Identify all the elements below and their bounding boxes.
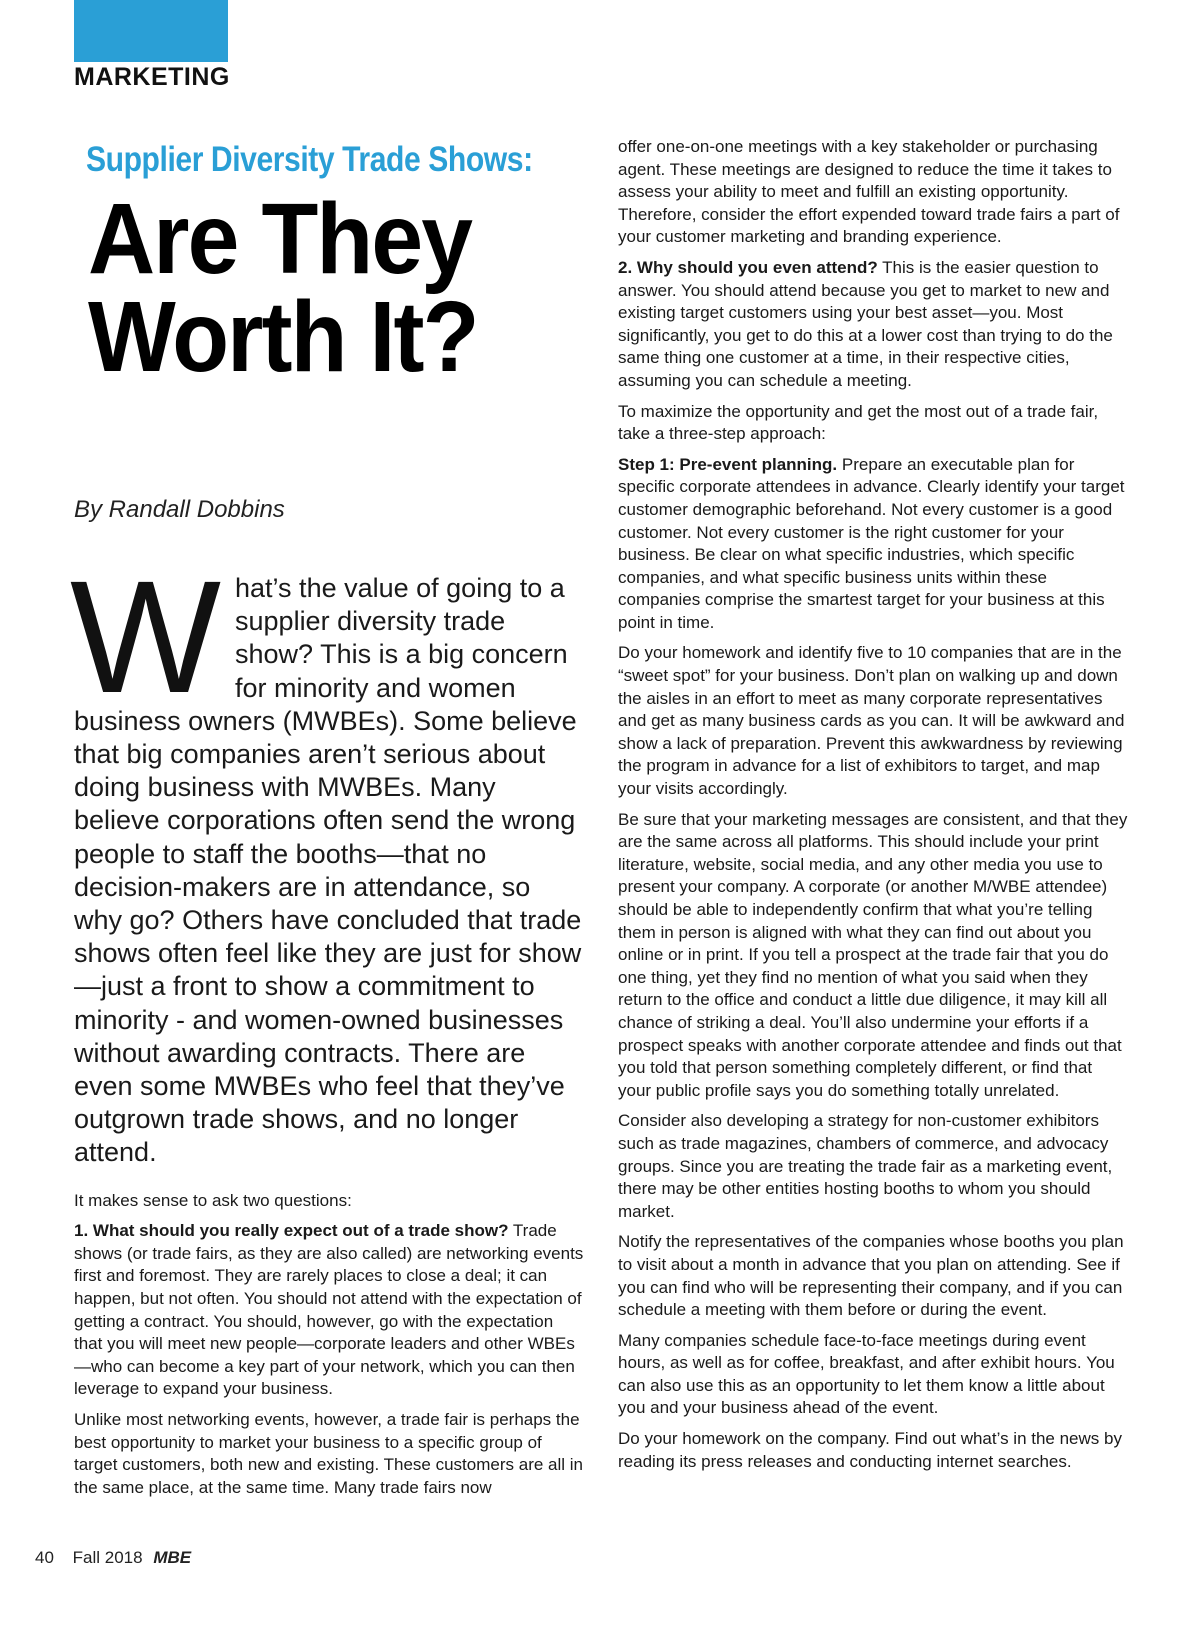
- page-footer: [35, 1548, 191, 1568]
- left-column: [70, 136, 584, 1507]
- paragraph-text: Many companies schedule face-to-face meetings during event hours, as well as for coffee, breakfast, and after exhibit hours. You can also use this as an opportunity to let them know a little about you and your business ahead of the event.: [618, 1330, 1115, 1418]
- run-in-heading: 1. What should you really expect out of a trade show?: [74, 1221, 509, 1241]
- left-body: [74, 1190, 584, 1500]
- paragraph-text: Do your homework on the company. Find out what’s in the news by reading its press releases and conducting internet searches.: [618, 1429, 1122, 1471]
- paragraph-text: It makes sense to ask two questions:: [74, 1190, 352, 1210]
- body-paragraph: [618, 1330, 1128, 1420]
- body-paragraph: [618, 1428, 1128, 1473]
- body-paragraph: [74, 1409, 584, 1499]
- body-paragraph: [618, 136, 1128, 249]
- lede-text: hat’s the value of going to a supplier diversity trade show? This is a big concern for minority and women business owners (MWBEs). Some believe that big companies aren’t serious about doing business with MWBEs. Many believe corporations often send the wrong people to staff the booths—that no decision-makers are in attendance, so why go? Others have concluded that trade shows often feel like they are just for show—just a front to show a commitment to minority - and women-owned businesses without awarding contracts. There are even some MWBEs who feel that they’ve outgrown trade shows, and no longer attend.: [74, 573, 582, 1168]
- paragraph-text: Be sure that your marketing messages are consistent, and that they are the same across all platforms. This should include your print literature, website, social media, and any other media you use to present your company. A corporate (or another M/WBE attendee) should be able to independently confirm that what you’re telling them in person is aligned with what they can find out about you online or in print. If you tell a prospect at the trade fair that you do one thing, yet they find no mention of what you said when they return to the office and conduct a little due diligence, it may kill all chance of striking a deal. You’ll also undermine your efforts if a prospect speaks with another corporate attendee and finds out that you told that person something completely different, or find that your public profile says you do something totally unrelated.: [618, 809, 1128, 1100]
- run-in-heading: Step 1: Pre-event planning.: [618, 454, 838, 474]
- headline-line-1: Are They: [88, 183, 472, 295]
- paragraph-text: Unlike most networking events, however, a trade fair is perhaps the best opportunity to market your business to a specific group of target customers, both new and existing. These customers are all in the same place, at the same time. Many trade fairs now: [74, 1410, 583, 1497]
- right-column: [618, 136, 1128, 1481]
- lede-paragraph: [70, 547, 584, 1170]
- paragraph-text: Consider also developing a strategy for non-customer exhibitors such as trade magazines, chambers of commerce, and advocacy groups. Since you are treating the trade fair as a marketing event, there may be other entities hosting booths to whom you should market.: [618, 1111, 1113, 1221]
- issue-date: Fall 2018: [72, 1548, 143, 1567]
- body-paragraph: [618, 1110, 1128, 1223]
- body-paragraph: [74, 1190, 584, 1213]
- byline: By Randall Dobbins: [74, 496, 285, 523]
- paragraph-text: To maximize the opportunity and get the most out of a trade fair, take a three-step approach:: [618, 401, 1099, 444]
- body-paragraph: [74, 1220, 584, 1401]
- body-paragraph: [618, 401, 1128, 446]
- paragraph-text: offer one-on-one meetings with a key stakeholder or purchasing agent. These meetings are designed to reduce the time it takes to assess your ability to meet and fulfill an existing opportunity. Therefore, consider the effort expended toward trade fairs a part of your customer marketing and branding experience.: [618, 137, 1120, 247]
- paragraph-text: Notify the representatives of the companies whose booths you plan to visit about a month in advance that you plan on attending. See if you can find who will be representing their company, and if you can schedule a meeting with them before or during the event.: [618, 1232, 1124, 1320]
- body-paragraph: [618, 454, 1128, 635]
- body-paragraph: [618, 809, 1128, 1103]
- body-paragraph: [618, 1231, 1128, 1321]
- page-number: 40: [35, 1548, 54, 1567]
- headline-line-2: Worth It?: [88, 281, 478, 393]
- paragraph-text: This is the easier question to answer. You should attend because you get to market to new and existing target customers using your best asset—you. Most significantly, you get to do this at a lower cost than trying to do the same thing one customer at a time, in their respective cities, assuming you can schedule a meeting.: [618, 257, 1113, 390]
- body-paragraph: [618, 642, 1128, 800]
- paragraph-text: Prepare an executable plan for specific corporate attendees in advance. Clearly identify your target customer demographic beforehand. Not every customer is a good customer. Not every customer is the right customer for your business. Be clear on what specific industries, which specific companies, and what specific business units within these companies comprise the smartest target for your business at this point in time.: [618, 454, 1125, 632]
- magazine-name: MBE: [153, 1548, 192, 1567]
- drop-cap: W: [70, 547, 222, 726]
- section-color-block: [74, 0, 228, 62]
- section-label: MARKETING: [74, 63, 230, 91]
- article-headline: [88, 183, 549, 393]
- article-kicker: Supplier Diversity Trade Shows:: [86, 140, 533, 179]
- run-in-heading: 2. Why should you even attend?: [618, 257, 878, 277]
- paragraph-text: Trade shows (or trade fairs, as they are also called) are networking events first and foremost. They are rarely places to close a deal; it can happen, but not often. You should not attend with the expectation of getting a contract. You should, however, go with the expectation that you will meet new people—corporate leaders and other WBEs—who can become a key part of your network, which you can then leverage to expand your business.: [74, 1221, 584, 1399]
- body-paragraph: [618, 257, 1128, 393]
- paragraph-text: Do your homework and identify five to 10 companies that are in the “sweet spot” for your business. Don’t plan on walking up and down the aisles in an effort to meet as many corporate representatives and get as many business cards as you can. It will be awkward and show a lack of preparation. Prevent this awkwardness by reviewing the program in advance for a list of exhibitors to target, and map your visits accordingly.: [618, 643, 1125, 799]
